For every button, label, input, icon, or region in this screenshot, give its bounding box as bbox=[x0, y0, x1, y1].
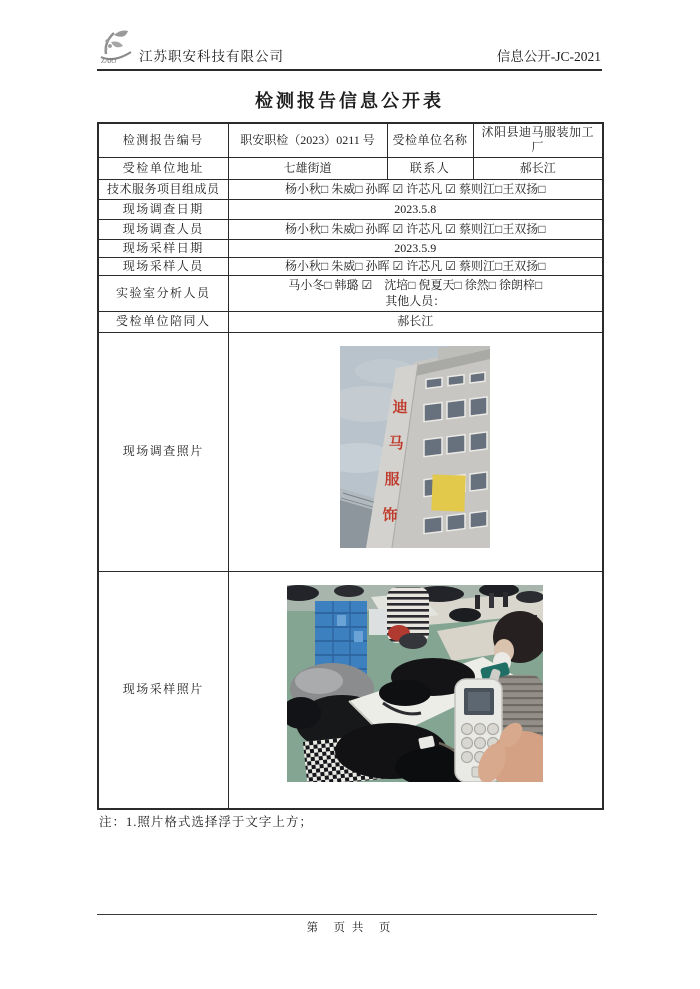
survey-photo bbox=[340, 346, 490, 552]
site-survey-photo bbox=[340, 346, 490, 548]
logo-text: ZARJ bbox=[101, 57, 117, 64]
survey-staff-label: 现场调查人员 bbox=[98, 219, 228, 239]
table-row bbox=[98, 199, 603, 219]
lab-staff-value: 马小冬□ 韩璐 ☑ 沈培□ 倪夏天□ 徐然□ 徐朗梓□ bbox=[288, 277, 543, 292]
address-label: 受检单位地址 bbox=[98, 157, 228, 179]
sampling-photo-label: 现场采样照片 bbox=[98, 571, 228, 809]
table-row bbox=[98, 239, 603, 257]
lab-staff-label: 实验室分析人员 bbox=[98, 275, 228, 311]
page-title: 检测报告信息公开表 bbox=[255, 91, 444, 111]
team-label: 技术服务项目组成员 bbox=[98, 179, 228, 199]
team-members: 杨小秋□ 朱威□ 孙晖 ☑ 许芯凡 ☑ 蔡则江□王双扬□ bbox=[228, 179, 603, 199]
sampling-staff-label: 现场采样人员 bbox=[98, 257, 228, 275]
building-sign-text: 迪 马 服 饰 bbox=[382, 399, 408, 524]
unit-name-value: 沭阳县迪马服装加工厂 bbox=[473, 123, 603, 157]
report-no-value: 职安职检（2023）0211 号 bbox=[228, 123, 387, 157]
table-row bbox=[98, 219, 603, 239]
yellow-banner bbox=[432, 474, 466, 511]
contact-value: 郝长江 bbox=[473, 157, 603, 179]
contact-label: 联系人 bbox=[387, 157, 473, 179]
table-row bbox=[98, 123, 603, 157]
report-no-label: 检测报告编号 bbox=[98, 123, 228, 157]
company-logo-icon bbox=[98, 30, 136, 64]
escort-label: 受检单位陪同人 bbox=[98, 311, 228, 332]
sampling-photo bbox=[287, 585, 543, 786]
site-sampling-photo bbox=[287, 585, 543, 782]
company-name: 江苏职安科技有限公司 bbox=[139, 49, 284, 64]
table-row bbox=[98, 157, 603, 179]
table-row bbox=[98, 275, 603, 311]
address-value: 七雄街道 bbox=[228, 157, 387, 179]
survey-staff-value: 杨小秋□ 朱威□ 孙晖 ☑ 许芯凡 ☑ 蔡则江□王双扬□ bbox=[228, 219, 603, 239]
table-row bbox=[98, 257, 603, 275]
page-number-text: 第 页 共 页 bbox=[306, 922, 393, 934]
report-info-table bbox=[97, 122, 604, 810]
escort-value: 郝长江 bbox=[228, 311, 603, 332]
survey-photo-label: 现场调查照片 bbox=[98, 332, 228, 571]
survey-date-value: 2023.5.8 bbox=[228, 199, 603, 219]
page-header bbox=[97, 28, 602, 71]
table-row bbox=[98, 311, 603, 332]
sampling-staff-value: 杨小秋□ 朱威□ 孙晖 ☑ 许芯凡 ☑ 蔡则江□王双扬□ bbox=[228, 257, 603, 275]
footer-rule bbox=[97, 914, 597, 915]
footnote: 注：1.照片格式选择浮于文字上方； bbox=[99, 815, 313, 829]
sampling-photo-cell bbox=[228, 571, 603, 809]
table-row bbox=[98, 571, 603, 809]
table-row bbox=[98, 179, 603, 199]
table-row bbox=[98, 332, 603, 571]
standing-worker bbox=[387, 587, 429, 649]
survey-photo-cell bbox=[228, 332, 603, 571]
lab-other-value: 其他人员： bbox=[385, 294, 446, 308]
survey-date-label: 现场调查日期 bbox=[98, 199, 228, 219]
unit-name-label: 受检单位名称 bbox=[387, 123, 473, 157]
doc-code-label: 信息公开-JC-2021 bbox=[496, 49, 601, 64]
sampling-date-label: 现场采样日期 bbox=[98, 239, 228, 257]
sampling-date-value: 2023.5.9 bbox=[228, 239, 603, 257]
lab-staff-cell bbox=[228, 275, 603, 311]
